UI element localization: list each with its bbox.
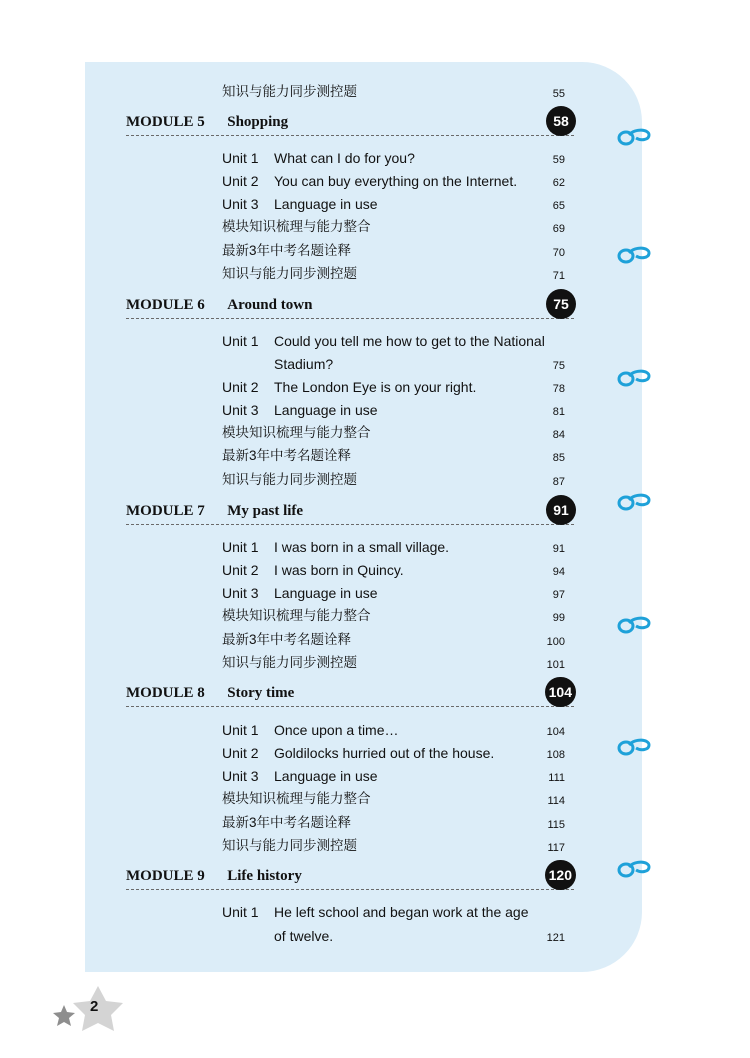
dashed-divider (126, 706, 574, 707)
toc-entry[interactable] (222, 836, 565, 856)
unit-label: Unit 2 (222, 379, 259, 395)
unit-label: Unit 1 (222, 904, 259, 920)
module-title: MODULE 9 Life history (126, 868, 302, 884)
unit-title: Goldilocks hurried out of the house. (274, 745, 495, 761)
entry-page: 99 (552, 612, 565, 624)
module-title: MODULE 6 Around town (126, 297, 313, 313)
toc-entry[interactable] (222, 653, 565, 673)
unit-page: 94 (552, 566, 565, 578)
unit-entry[interactable] (222, 902, 565, 922)
unit-label: Unit 3 (222, 768, 259, 784)
entry-title: 知识与能力同步测控题 (222, 472, 357, 487)
toc-entry[interactable] (222, 606, 565, 626)
unit-entry[interactable] (222, 171, 565, 191)
entry-page: 55 (552, 88, 565, 100)
binder-ring-icon (615, 244, 653, 266)
unit-entry[interactable] (222, 583, 565, 603)
unit-page: 91 (552, 543, 565, 555)
binder-ring-icon (615, 858, 653, 880)
toc-entry[interactable] (222, 241, 565, 261)
dashed-divider (126, 889, 574, 890)
binder-ring-icon (615, 736, 653, 758)
entry-page: 115 (547, 819, 565, 831)
unit-entry[interactable] (222, 766, 565, 786)
entry-page: 100 (546, 636, 565, 648)
entry-page: 117 (547, 842, 565, 854)
unit-title: What can I do for you? (274, 150, 415, 166)
entry-page: 85 (552, 452, 565, 464)
entry-page: 69 (552, 223, 565, 235)
unit-label: Unit 3 (222, 196, 259, 212)
unit-entry[interactable] (222, 377, 565, 397)
unit-entry-continuation[interactable] (274, 354, 565, 374)
entry-page: 70 (552, 247, 565, 259)
unit-page: 75 (552, 360, 565, 372)
unit-label: Unit 2 (222, 562, 259, 578)
module-page-badge: 120 (545, 860, 576, 890)
entry-title: 模块知识梳理与能力整合 (222, 791, 371, 806)
unit-page: 97 (552, 589, 565, 601)
unit-title: He left school and began work at the age (274, 904, 529, 920)
unit-entry[interactable] (222, 743, 565, 763)
entry-title: 知识与能力同步测控题 (222, 266, 357, 281)
unit-title: I was born in Quincy. (274, 562, 404, 578)
module-page-badge: 75 (546, 289, 576, 319)
unit-label: Unit 2 (222, 745, 259, 761)
page-number: 2 (90, 998, 99, 1015)
module-page-badge: 91 (546, 495, 576, 525)
unit-label: Unit 1 (222, 150, 259, 166)
entry-title: 知识与能力同步测控题 (222, 838, 357, 853)
unit-entry[interactable] (222, 148, 565, 168)
star-icon (50, 985, 126, 1033)
unit-label: Unit 1 (222, 333, 259, 349)
unit-page: 65 (552, 200, 565, 212)
entry-title: 模块知识梳理与能力整合 (222, 608, 371, 623)
entry-page: 101 (546, 659, 565, 671)
toc-entry[interactable] (222, 630, 565, 650)
module-title: MODULE 5 Shopping (126, 114, 289, 130)
unit-title: You can buy everything on the Internet. (274, 173, 518, 189)
unit-entry[interactable] (222, 720, 565, 740)
entry-title: 最新3年中考名题诠释 (222, 448, 352, 463)
dashed-divider (126, 135, 574, 136)
dashed-divider (126, 524, 574, 525)
unit-entry[interactable] (222, 560, 565, 580)
unit-page: 59 (552, 154, 565, 166)
entry-page: 71 (552, 270, 565, 282)
unit-title: Once upon a time… (274, 722, 399, 738)
unit-label: Unit 1 (222, 539, 259, 555)
entry-page: 87 (552, 476, 565, 488)
binder-ring-icon (615, 367, 653, 389)
unit-title: The London Eye is on your right. (274, 379, 477, 395)
unit-title-continued: Stadium? (274, 356, 334, 372)
module-page-badge: 58 (546, 106, 576, 136)
unit-page: 78 (552, 383, 565, 395)
entry-page: 114 (547, 795, 565, 807)
module-title: MODULE 8 Story time (126, 685, 295, 701)
toc-entry[interactable] (222, 446, 565, 466)
unit-label: Unit 1 (222, 722, 259, 738)
entry-page: 84 (552, 429, 565, 441)
unit-title: Could you tell me how to get to the National (274, 333, 545, 349)
unit-page: 62 (552, 177, 565, 189)
binder-ring-icon (615, 491, 653, 513)
module-8-header[interactable] (126, 683, 574, 709)
entry-title: 模块知识梳理与能力整合 (222, 219, 371, 234)
unit-page: 111 (548, 772, 565, 784)
entry-title: 最新3年中考名题诠释 (222, 632, 352, 647)
module-6-header[interactable] (126, 295, 574, 321)
entry-title: 知识与能力同步测控题 (222, 655, 357, 670)
unit-entry[interactable] (222, 331, 565, 351)
unit-title: Language in use (274, 768, 378, 784)
toc-entry[interactable] (222, 423, 565, 443)
dashed-divider (126, 318, 574, 319)
unit-title: Language in use (274, 402, 378, 418)
unit-page: 108 (546, 749, 565, 761)
toc-entry[interactable] (222, 789, 565, 809)
unit-title: I was born in a small village. (274, 539, 450, 555)
unit-entry[interactable] (222, 537, 565, 557)
toc-entry[interactable] (222, 470, 565, 490)
entry-title: 知识与能力同步测控题 (222, 84, 357, 99)
unit-label: Unit 3 (222, 402, 259, 418)
unit-page: 121 (546, 932, 565, 944)
module-page-badge: 104 (545, 677, 576, 707)
unit-entry-continuation[interactable] (274, 926, 565, 946)
entry-title: 最新3年中考名题诠释 (222, 815, 352, 830)
toc-entry[interactable] (222, 813, 565, 833)
toc-entry[interactable] (222, 264, 565, 284)
toc-entry[interactable] (222, 82, 565, 102)
binder-ring-icon (615, 126, 653, 148)
entry-title: 最新3年中考名题诠释 (222, 243, 352, 258)
unit-entry[interactable] (222, 400, 565, 420)
toc-entry[interactable] (222, 217, 565, 237)
unit-entry[interactable] (222, 194, 565, 214)
unit-title: Language in use (274, 585, 378, 601)
module-9-header[interactable] (126, 866, 574, 892)
binder-ring-icon (615, 614, 653, 636)
unit-label: Unit 3 (222, 585, 259, 601)
entry-title: 模块知识梳理与能力整合 (222, 425, 371, 440)
unit-label: Unit 2 (222, 173, 259, 189)
unit-page: 81 (552, 406, 565, 418)
unit-page: 104 (546, 726, 565, 738)
unit-title-continued: of twelve. (274, 928, 334, 944)
unit-title: Language in use (274, 196, 378, 212)
module-5-header[interactable] (126, 112, 574, 138)
module-7-header[interactable] (126, 501, 574, 527)
module-title: MODULE 7 My past life (126, 503, 304, 519)
